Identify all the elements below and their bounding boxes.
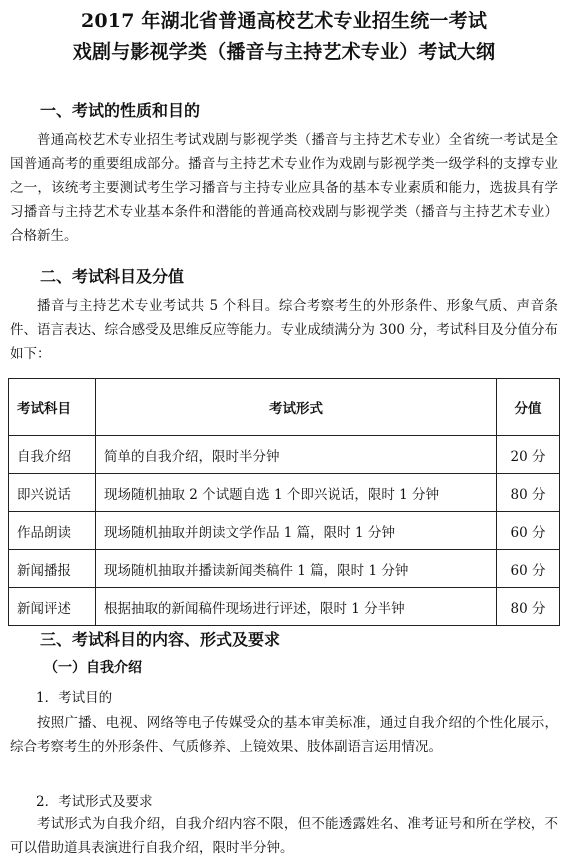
table-cell-score: 80 分 — [497, 588, 560, 626]
table-cell-form: 根据抽取的新闻稿件现场进行评述，限时 1 分半钟 — [96, 588, 497, 626]
table-cell-subject: 新闻评述 — [9, 588, 96, 626]
section2-paragraph: 播音与主持艺术专业考试共 5 个科目。综合考察考生的外形条件、形象气质、声音条件、语言表达、综合感受及思维反应等能力。专业成绩满分为 300 分，考试科目及分值分布如下： — [10, 298, 558, 362]
table-cell-score: 60 分 — [497, 550, 560, 588]
table-header-subject: 考试科目 — [9, 379, 96, 436]
section2-heading: 二、考试科目及分值 — [40, 267, 185, 286]
subjects-score-table — [8, 378, 560, 626]
table-cell-form: 现场随机抽取并朗读文学作品 1 篇，限时 1 分钟 — [96, 512, 497, 550]
section3-heading: 三、考试科目的内容、形式及要求 — [40, 630, 281, 649]
table-cell-score: 80 分 — [497, 474, 560, 512]
table-header-row — [9, 379, 560, 436]
section1-paragraph: 普通高校艺术专业招生考试戏剧与影视学类（播音与主持艺术专业）全省统一考试是全国普通高考的重要组成部分。播音与主持艺术专业作为戏剧与影视学类一级学科的支撑专业之一，该统考主要测试考生学习播音与主持专业应具备的基本专业素质和能力，选拔具有学习播音与主持艺术专业基本条件和潜能的普通高校戏剧与影视学类（播音与主持艺术专业）合格新生。 — [10, 132, 558, 244]
table-cell-score: 60 分 — [497, 512, 560, 550]
table-cell-form: 现场随机抽取并播读新闻类稿件 1 篇，限时 1 分钟 — [96, 550, 497, 588]
table-row — [9, 588, 560, 626]
table-header-form: 考试形式 — [96, 379, 497, 436]
table-row — [9, 474, 560, 512]
table-row — [9, 436, 560, 474]
table-cell-subject: 新闻播报 — [9, 550, 96, 588]
section1-heading: 一、考试的性质和目的 — [40, 101, 201, 120]
section3-item1-paragraph: 按照广播、电视、网络等电子传媒受众的基本审美标准，通过自我介绍的个性化展示，综合考察考生的外形条件、气质修养、上镜效果、肢体副语言运用情况。 — [10, 715, 558, 755]
section3-item2-heading: 2．考试形式及要求 — [36, 794, 153, 810]
table-cell-subject: 作品朗读 — [9, 512, 96, 550]
table-cell-subject: 即兴说话 — [9, 474, 96, 512]
section3-item1-heading: 1．考试目的 — [36, 690, 113, 706]
table-cell-form: 简单的自我介绍，限时半分钟 — [96, 436, 497, 474]
table-cell-score: 20 分 — [497, 436, 560, 474]
section3-sub1-heading: （一）自我介绍 — [44, 660, 142, 676]
section3-item2-paragraph: 考试形式为自我介绍，自我介绍内容不限，但不能透露姓名、准考证号和所在学校，不可以借助道具表演进行自我介绍，限时半分钟。 — [10, 816, 558, 856]
table-row — [9, 550, 560, 588]
document-title-line2: 戏剧与影视学类（播音与主持艺术专业）考试大纲 — [72, 41, 496, 63]
table-header-score: 分值 — [497, 379, 560, 436]
document-title-line1: 2017 年湖北省普通高校艺术专业招生统一考试 — [80, 10, 488, 32]
table-row — [9, 512, 560, 550]
table-cell-form: 现场随机抽取 2 个试题自选 1 个即兴说话，限时 1 分钟 — [96, 474, 497, 512]
table-cell-subject: 自我介绍 — [9, 436, 96, 474]
